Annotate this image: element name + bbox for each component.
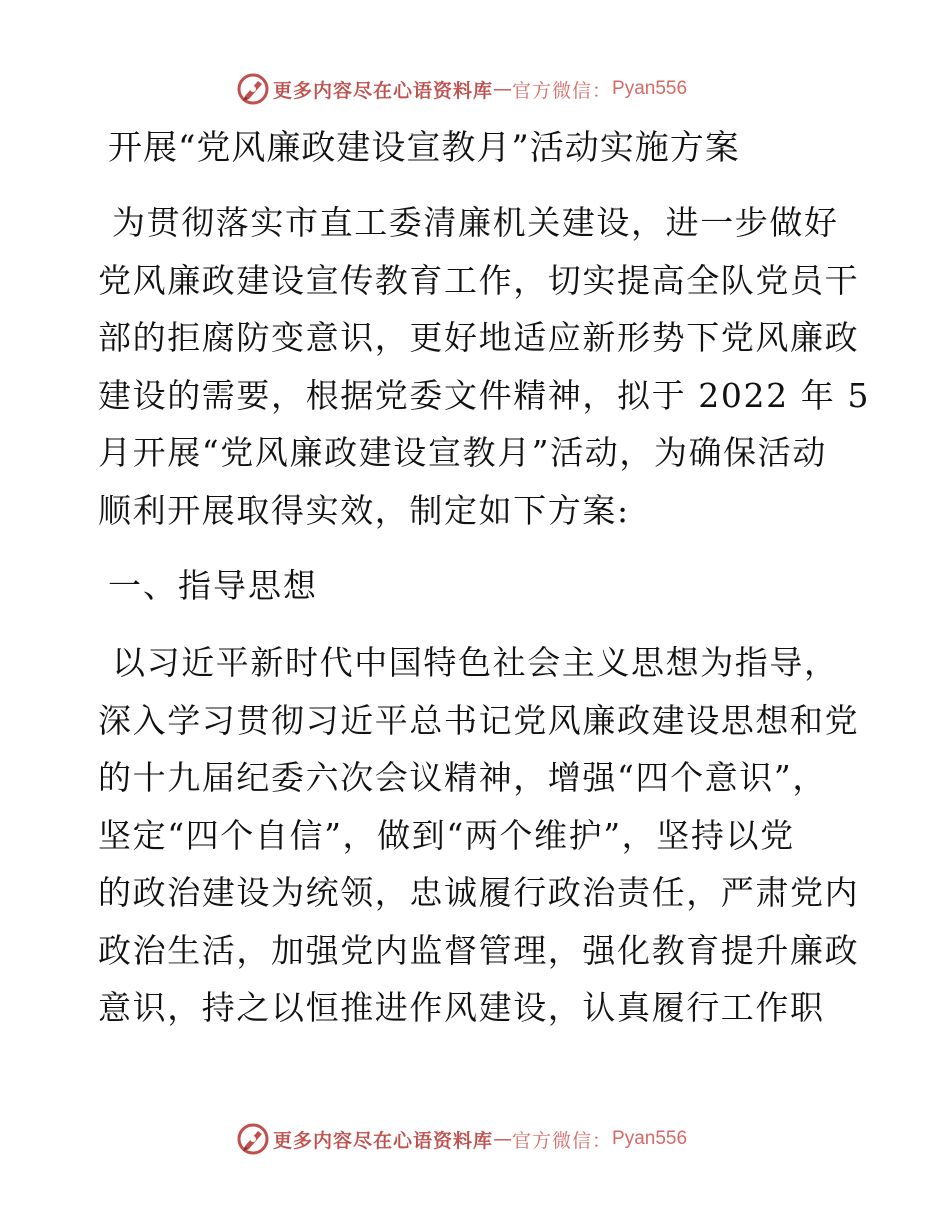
intro-line: 顺利开展取得实效，制定如下方案: <box>98 490 630 530</box>
section-line: 意识，持之以恒推进作风建设，认真履行工作职 <box>98 988 825 1027</box>
intro-line: 部的拒腐防变意识，更好地适应新形势下党风廉政 <box>98 318 860 357</box>
watermark-dash: — <box>493 78 513 100</box>
watermark-dash: — <box>493 1128 513 1150</box>
section-line: 的政治建设为统领，忠诚履行政治责任，严肃党内 <box>98 873 860 912</box>
watermark-text: 更多内容尽在心语资料库 <box>273 79 494 102</box>
section-paragraph <box>98 634 860 1037</box>
watermark-wechat-id: Pyan556 <box>612 1128 688 1149</box>
section-line: 深入学习贯彻习近平总书记党风廉政建设思想和党 <box>98 700 860 740</box>
intro-line: 为贯彻落实市直工委清廉机关建设，进一步做好 <box>112 203 839 242</box>
watermark-text: 更多内容尽在心语资料库 <box>273 1129 494 1152</box>
section-line: 坚定“四个自信”，做到“两个维护”，坚持以党 <box>98 815 795 855</box>
document-title: 开展“党风廉政建设宣教月”活动实施方案 <box>108 128 740 168</box>
intro-line: 建设的需要，根据党委文件精神，拟于 2022 年 5 <box>98 375 871 415</box>
intro-paragraph <box>98 194 871 539</box>
watermark-wechat-label: 官方微信： <box>512 1129 613 1152</box>
red-pen-seal-icon <box>236 1122 270 1156</box>
intro-line: 月开展“党风廉政建设宣教月”活动，为确保活动 <box>98 433 827 472</box>
intro-line: 党风廉政建设宣传教育工作，切实提高全队党员干 <box>98 260 860 300</box>
section-line: 政治生活，加强党内监督管理，强化教育提升廉政 <box>98 930 860 970</box>
footer-watermark <box>236 1122 687 1156</box>
section-heading: 一、指导思想 <box>108 566 318 605</box>
watermark-wechat-label: 官方微信： <box>512 79 613 102</box>
red-pen-seal-icon <box>236 72 270 106</box>
watermark-wechat-id: Pyan556 <box>612 78 688 99</box>
header-watermark <box>236 72 687 106</box>
section-line: 的十九届纪委六次会议精神，增强“四个意识”， <box>98 758 827 797</box>
section-line: 以习近平新时代中国特色社会主义思想为指导， <box>112 643 839 682</box>
